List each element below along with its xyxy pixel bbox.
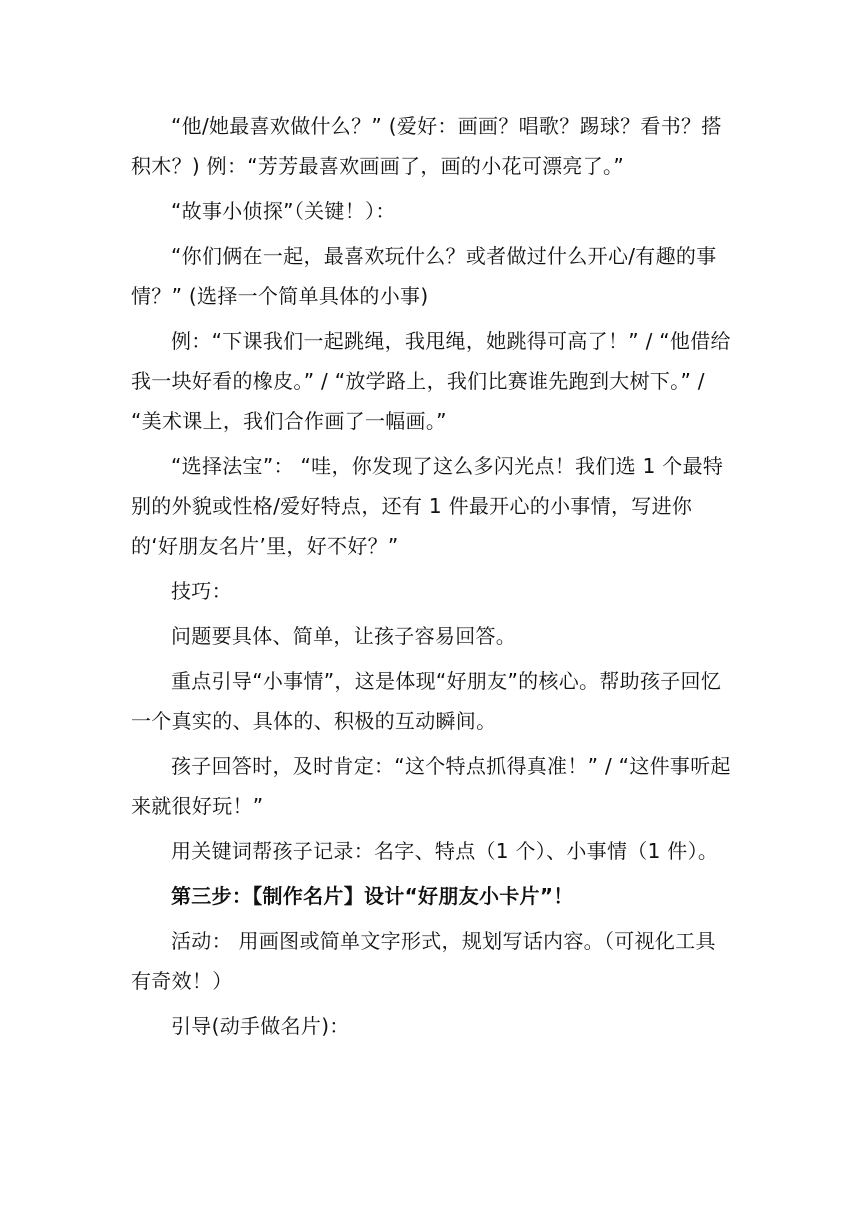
document-page: [131, 106, 731, 1051]
examples-paragraph: 例：“下课我们一起跳绳，我甩绳，她跳得可高了！” / “他借给我一块好看的橡皮。” / “放学路上，我们比赛谁先跑到大树下。” / “美术课上，我们合作画了一幅画。”: [131, 329, 731, 433]
activity-paragraph: 活动： 用画图或简单文字形式，规划写话内容。（可视化工具有奇效！）: [131, 929, 716, 993]
hobby-question-paragraph: “他/她最喜欢做什么？” (爱好：画画？唱歌？踢球？看书？搭积木？) 例：“芳芳最喜欢画画了，画的小花可漂亮了。”: [131, 114, 722, 178]
guide-paragraph: 引导(动手做名片)：: [171, 1014, 350, 1038]
choose-treasure-paragraph: “选择法宝”： “哇，你发现了这么多闪光点！我们选 1 个最特别的外貌或性格/爱好特点，还有 1 件最开心的小事情，写进你的‘好朋友名片’里，好不好？”: [131, 454, 724, 558]
tip-small-event: 重点引导“小事情”，这是体现“好朋友”的核心。帮助孩子回忆一个真实的、具体的、积极的互动瞬间。: [131, 669, 722, 733]
tip-praise: 孩子回答时，及时肯定：“这个特点抓得真准！” / “这件事听起来就很好玩！”: [131, 754, 731, 818]
tips-heading: 技巧：: [171, 579, 232, 603]
tip-specific-questions: 问题要具体、简单，让孩子容易回答。: [171, 624, 517, 648]
story-detective-heading: “故事小侦探”（关键！）：: [171, 199, 396, 223]
tip-keywords: 用关键词帮孩子记录：名字、特点（1 个）、小事情（1 件）。: [171, 839, 719, 863]
step-three-heading: 第三步：【制作名片】设计“好朋友小卡片”！: [171, 884, 574, 908]
together-question-paragraph: “你们俩在一起，最喜欢玩什么？或者做过什么开心/有趣的事情？” (选择一个简单具体的小事): [131, 244, 717, 308]
